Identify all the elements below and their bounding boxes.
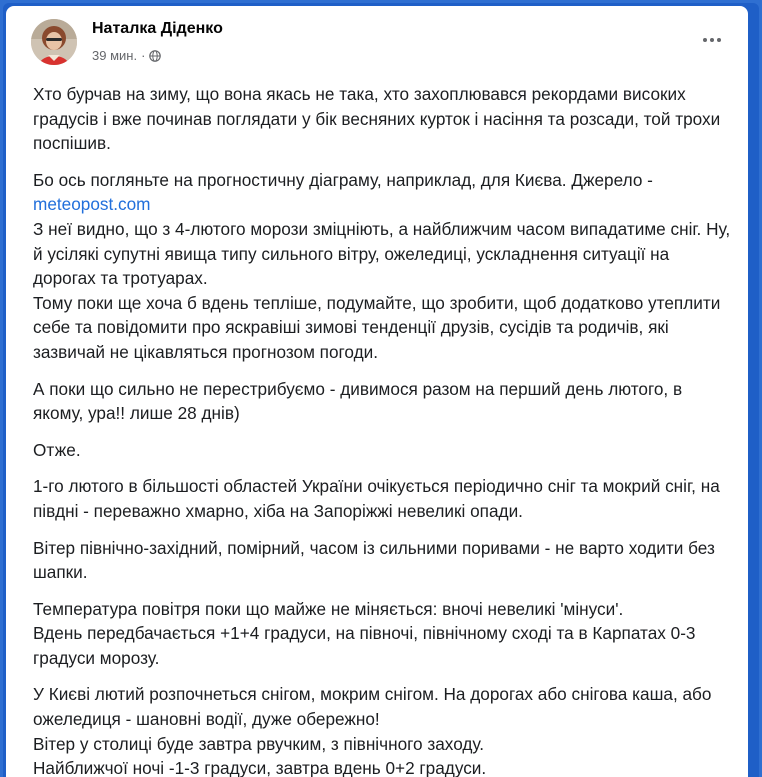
- globe-icon[interactable]: [149, 50, 161, 62]
- post-text: [33, 82, 733, 777]
- paragraph-8-line-2: Вітер у столиці буде завтра рвучким, з північного заходу.: [33, 733, 485, 754]
- paragraph-2-text: Бо ось погляньте на прогностичну діаграму, наприклад, для Києва. Джерело -: [33, 169, 653, 190]
- paragraph-7-line-2: Вдень передбачається +1+4 градуси, на півночі, північному сході та в Карпатах 0-3 градуси морозу.: [33, 623, 696, 668]
- paragraph-4: Отже.: [33, 439, 81, 460]
- meta-separator: ·: [141, 48, 146, 63]
- paragraph-1: Хто бурчав на зиму, що вона якась не така, хто захоплювався рекордами високих градусів і вже починав поглядати у бік весняних курток і насіння та розсади, той трохи поспішив.: [33, 84, 721, 154]
- meteopost-link[interactable]: meteopost.com: [33, 194, 151, 215]
- paragraph-8-line-1: У Києві лютий розпочнеться снігом, мокрим снігом. На дорогах або снігова каша, або ожеледиця - шановні водії, дуже обережно!: [33, 684, 712, 730]
- paragraph-2: [33, 168, 733, 217]
- post-header: [6, 6, 748, 76]
- post-timestamp[interactable]: 39 мин.: [92, 48, 138, 63]
- paragraph-2-line-3: Тому поки ще хоча б вдень тепліше, подумайте, що зробити, щоб додатково утеплити себе та повідомити про яскравіші зимові тенденції друзів, сусідів та родичів, які зазвичай не цікавляться прогнозом погоди.: [33, 292, 721, 362]
- author-name[interactable]: Наталка Діденко: [92, 20, 223, 37]
- paragraph-3: А поки що сильно не перестрибуємо - дивимося разом на перший день лютого, в якому, ура!! лише 28 днів): [33, 378, 683, 424]
- paragraph-6: Вітер північно-західний, помірний, часом із сильними поривами - не варто ходити без шапки.: [33, 537, 715, 583]
- avatar-photo: [31, 19, 77, 65]
- paragraph-5: 1-го лютого в більшості областей України очікується періодично сніг та мокрий сніг, на півдні - переважно хмарно, хіба на Запоріжжі невеликі опади.: [33, 476, 720, 521]
- post-card: [6, 6, 748, 777]
- post-meta: [92, 48, 161, 63]
- paragraph-7-line-1: Температура повітря поки що майже не міняється: вночі невеликі 'мінуси'.: [33, 598, 624, 619]
- avatar[interactable]: [31, 19, 77, 65]
- paragraph-2-line-2: З неї видно, що з 4-лютого морози зміцніють, а найближчим часом випадатиме сніг. Ну, й усілякі супутні явища типу сильного вітру, ожеледиці, ускладнення ситуації на дорогах та тротуарах.: [33, 218, 731, 289]
- paragraph-8-line-3: Найближчої ночі -1-3 градуси, завтра вдень 0+2 градуси.: [33, 758, 487, 777]
- more-horizontal-icon[interactable]: [698, 30, 726, 50]
